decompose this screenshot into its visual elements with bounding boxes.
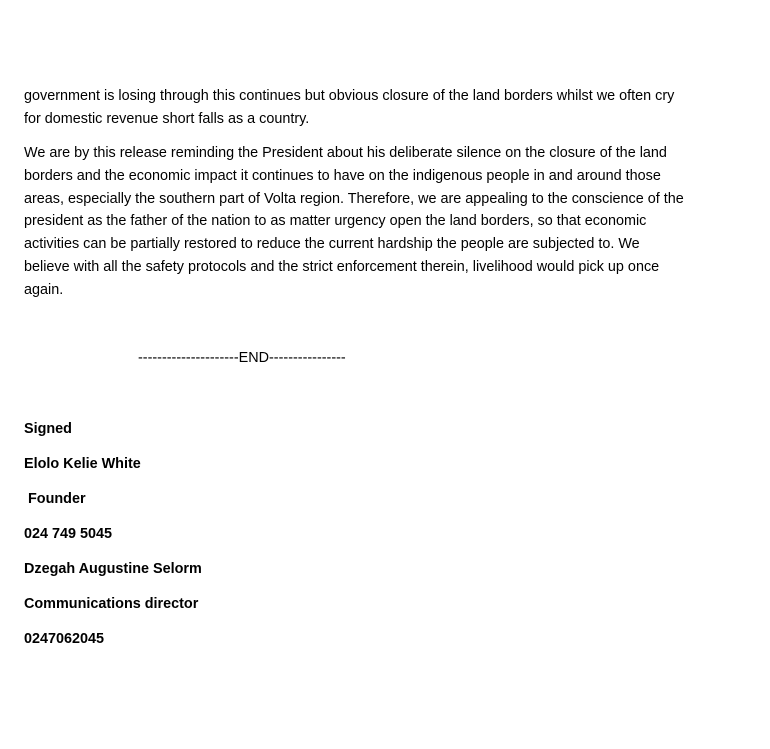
paragraph-line: for domestic revenue short falls as a country. [24, 110, 310, 127]
paragraph-line: president as the father of the nation to as matter urgency open the land borders, so that economic [24, 213, 647, 230]
signatory-title: Communications director [24, 596, 199, 612]
end-marker: ---------------------END---------------- [138, 350, 346, 366]
paragraph-line: areas, especially the southern part of Volta region. Therefore, we are appealing to the conscience of the [24, 190, 684, 207]
signatory-title: Founder [24, 491, 86, 507]
paragraph-line: We are by this release reminding the President about his deliberate silence on the closure of the land [24, 145, 667, 161]
paragraph-line: believe with all the safety protocols and the strict enforcement therein, livelihood would pick up once [24, 258, 660, 275]
paragraph-line: activities can be partially restored to reduce the current hardship the people are subjected to. We [24, 236, 640, 253]
signed-label: Signed [24, 421, 72, 437]
signatory-phone: 0247062045 [24, 631, 105, 647]
paragraph-appeal [24, 142, 752, 302]
signatory-phone: 024 749 5045 [24, 526, 113, 542]
paragraph-line: borders and the economic impact it continues to have on the indigenous people in and around those [24, 167, 661, 184]
signatory-name: Elolo Kelie White [24, 456, 141, 472]
signatory-name: Dzegah Augustine Selorm [24, 561, 202, 577]
paragraph-line: government is losing through this continues but obvious closure of the land borders whilst we often cry [24, 88, 675, 104]
paragraph-revenue [24, 85, 752, 131]
paragraph-line: again. [24, 281, 64, 298]
